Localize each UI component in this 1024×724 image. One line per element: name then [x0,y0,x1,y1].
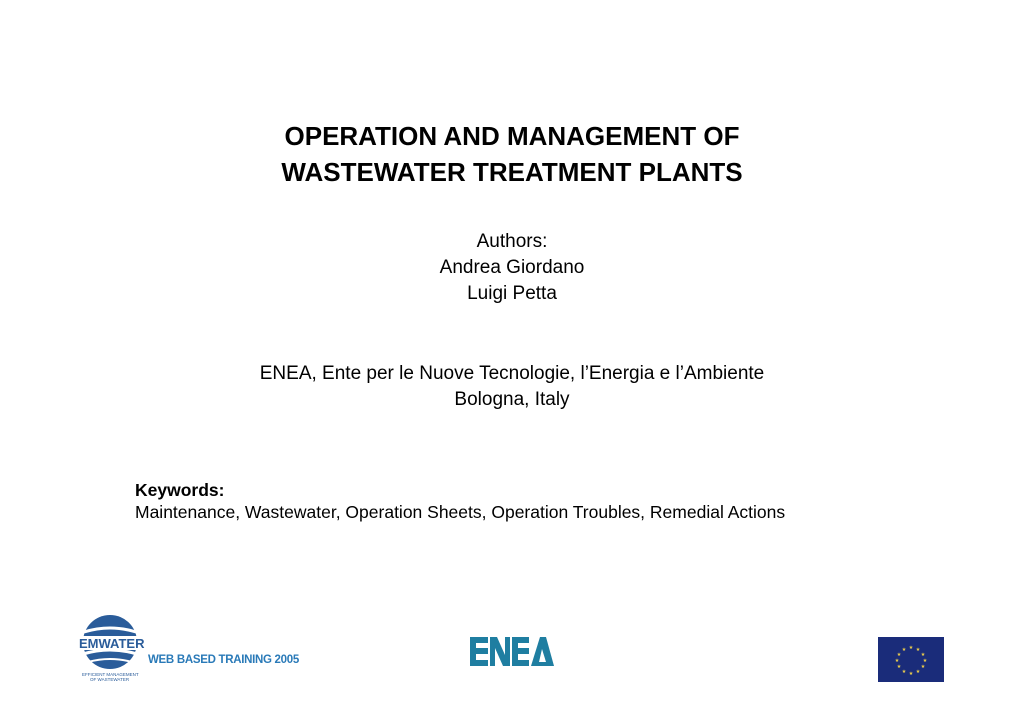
svg-text:★: ★ [896,664,902,670]
svg-text:★: ★ [915,669,921,675]
training-label: WEB BASED TRAINING 2005 [148,654,299,666]
svg-text:★: ★ [922,658,928,664]
svg-text:★: ★ [894,658,900,664]
title-line-1: OPERATION AND MANAGEMENT OF [284,121,740,151]
svg-text:★: ★ [901,647,907,653]
title-line-2: WASTEWATER TREATMENT PLANTS [281,157,743,187]
authors-label: Authors: [476,231,548,252]
svg-text:★: ★ [896,652,902,658]
svg-text:★: ★ [908,671,914,677]
svg-text:★: ★ [901,669,907,675]
svg-text:EFFICIENT MANAGEMENT: EFFICIENT MANAGEMENT [82,672,139,677]
svg-text:★: ★ [920,664,926,670]
eu-flag-logo [878,637,944,682]
author-name: Andrea Giordano [439,257,585,278]
affiliation-location: Bologna, Italy [454,389,570,410]
svg-text:★: ★ [915,647,921,653]
svg-text:★: ★ [920,652,926,658]
affiliation-institution: ENEA, Ente per le Nuove Tecnologie, l’Energia e l’Ambiente [259,363,765,384]
svg-text:EMWATER: EMWATER [79,636,145,651]
keywords-list: Maintenance, Wastewater, Operation Sheets, Operation Troubles, Remedial Actions [135,502,786,522]
svg-text:★: ★ [908,645,914,651]
svg-text:OF WASTEWATER: OF WASTEWATER [90,677,130,682]
emwater-logo [76,614,146,682]
enea-logo [470,637,554,666]
keywords-label: Keywords: [135,480,225,500]
author-name: Luigi Petta [467,283,557,304]
